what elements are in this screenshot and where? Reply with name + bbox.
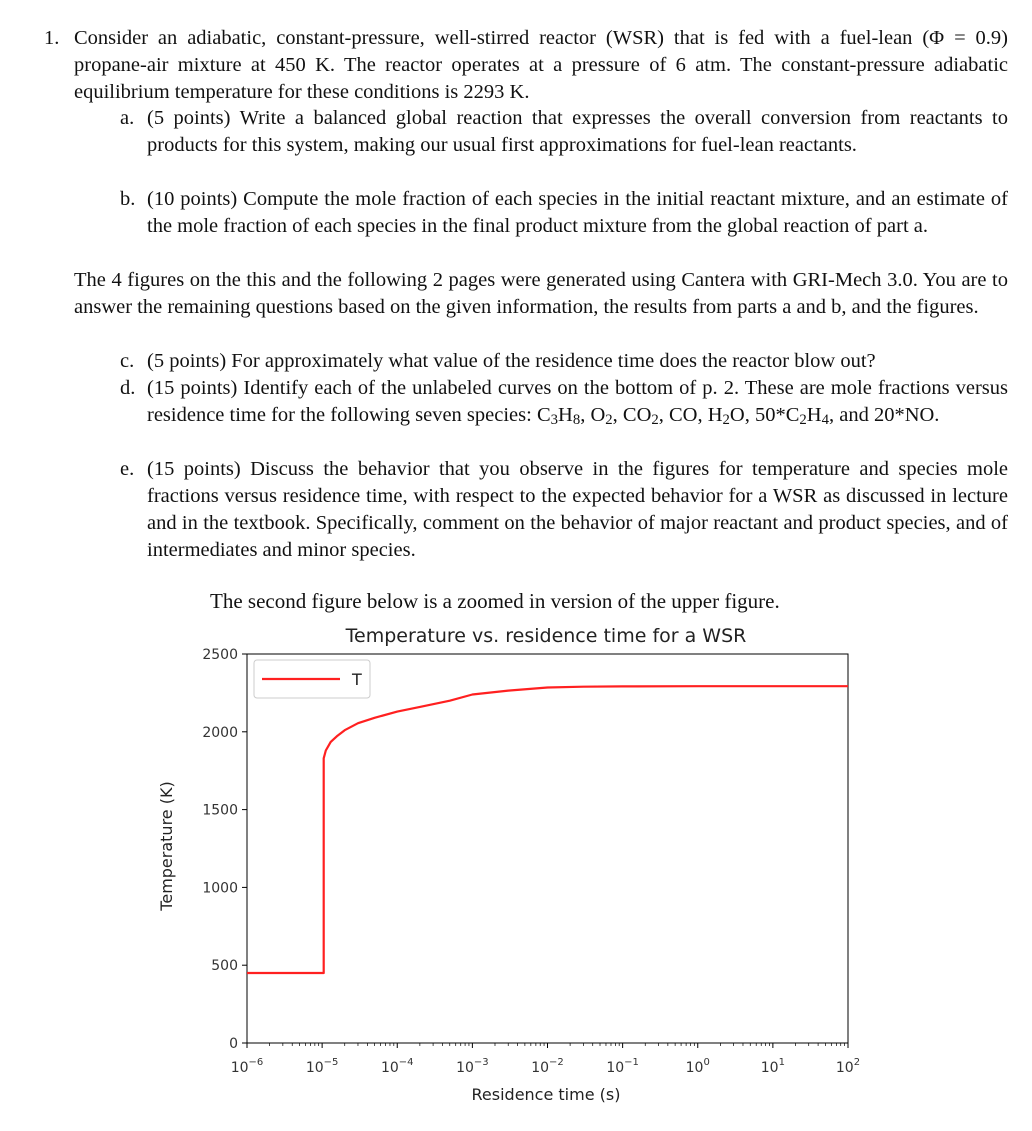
- species-c3h8-h: H: [558, 404, 573, 426]
- part-e-text: (15 points) Discuss the behavior that you observe in the figures for temperature and species mole fractions versus residence time, with respect to the expected behavior for a WSR as discussed in lecture and in the textbook. Specifically, comment on the behavior of major reactant and product species, and of intermediates and minor species.: [147, 458, 1008, 561]
- part-c-label: c.: [120, 350, 135, 372]
- part-b-label: b.: [120, 188, 136, 210]
- x-tick-label: $10^{-2}$: [531, 1057, 564, 1076]
- species-sub: 2: [722, 412, 730, 429]
- x-tick-label: $10^{-1}$: [606, 1057, 639, 1076]
- series-line-t: [247, 686, 848, 973]
- plot-frame: [247, 654, 848, 1043]
- y-tick-label: 2000: [202, 724, 238, 741]
- y-tick-label: 0: [229, 1036, 238, 1052]
- x-tick-label: $10^0$: [685, 1057, 710, 1076]
- y-tick-label: 2500: [202, 647, 238, 663]
- part-e-label: e.: [120, 458, 135, 480]
- x-axis-label: Residence time (s): [471, 1085, 621, 1104]
- x-tick-label: $10^{-3}$: [456, 1057, 489, 1076]
- species-o2: , O: [580, 404, 606, 426]
- species-sub: 3: [550, 412, 559, 429]
- species-sub: 2: [651, 412, 659, 429]
- y-axis-label: Temperature (K): [157, 781, 176, 911]
- y-tick-label: 500: [211, 958, 238, 975]
- x-tick-label: $10^{-4}$: [380, 1057, 414, 1076]
- x-tick-label: $10^{-6}$: [230, 1057, 264, 1076]
- question-number: 1.: [44, 27, 60, 49]
- species-c2h4-h: H: [806, 404, 822, 426]
- y-tick-label: 1500: [202, 802, 238, 819]
- species-sub: 4: [821, 412, 829, 429]
- plot-area: [202, 647, 860, 1076]
- species-co2: , CO: [612, 404, 652, 426]
- species-sub: 2: [605, 412, 613, 429]
- chart-title: Temperature vs. residence time for a WSR: [345, 625, 747, 647]
- x-tick-label: $10^1$: [760, 1057, 785, 1076]
- species-sub: 8: [572, 412, 581, 429]
- species-c2h4-c: O, 50*C: [729, 404, 800, 426]
- figure-caption: The second figure below is a zoomed in version of the upper figure.: [210, 589, 780, 613]
- x-tick-label: $10^{-5}$: [305, 1057, 339, 1076]
- question-intro-text: Consider an adiabatic, constant-pressure, well-stirred reactor (WSR) that is fed with a fuel-lean (Φ = 0.9) propane-air mixture at 450 K. The reactor operates at a pressure of 6 atm. The constant-pressure adiabatic equilibrium temperature for these conditions is 2293 K.: [74, 27, 1008, 103]
- species-c3h8-c: C: [536, 404, 551, 426]
- figures-note: The 4 figures on the this and the following 2 pages were generated using Cantera with GRI-Mech 3.0. You are to answer the remaining questions based on the given information, the results from parts a and b, and the figures.: [74, 269, 1008, 318]
- y-tick-label: 1000: [202, 880, 238, 897]
- part-a-text: (5 points) Write a balanced global reaction that expresses the overall conversion from reactants to products for this system, making our usual first approximations for fuel-lean reactants.: [147, 107, 1008, 156]
- part-b-text: (10 points) Compute the mole fraction of each species in the initial reactant mixture, and an estimate of the mole fraction of each species in the final product mixture from the global reaction of part a.: [147, 188, 1008, 237]
- species-co-h2o: , CO, H: [658, 404, 723, 426]
- legend-label: T: [352, 670, 362, 689]
- part-d-label: d.: [120, 377, 136, 399]
- species-sub: 2: [799, 412, 807, 429]
- part-d-intro: (15 points) Identify each of the unlabeled curves on the bottom of p. 2. These are mole fractions versus residence time for the following seven species:: [147, 377, 1008, 426]
- species-no: , and 20*NO.: [828, 404, 940, 426]
- x-tick-label: $10^2$: [835, 1057, 861, 1076]
- part-c-text: (5 points) For approximately what value of the residence time does the reactor blow out?: [147, 350, 876, 372]
- part-a-label: a.: [120, 107, 135, 129]
